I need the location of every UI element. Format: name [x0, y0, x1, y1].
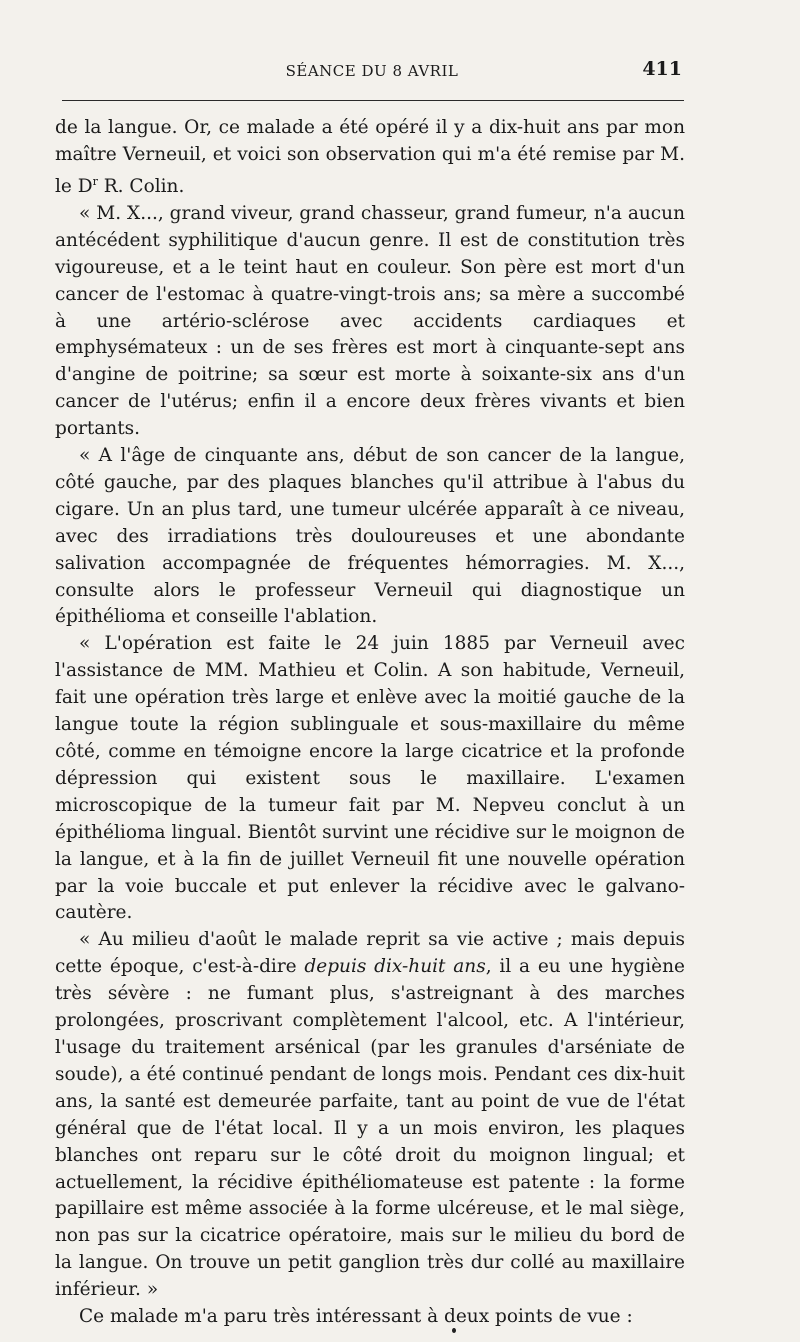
- emphasis-text: depuis dix-huit ans: [304, 956, 486, 978]
- paragraph-5: [55, 927, 685, 1304]
- paragraph-3: « A l'âge de cinquante ans, début de son cancer de la langue, côté gauche, par des plaques blanches qu'il attribue à l'abus du cigare. Un an plus tard, une tumeur ulcérée apparaît à ce niveau, avec des irradiations très douloureuses et une abondante salivation accompagnée de fréquentes hémorragies. M. X..., consulte alors le professeur Verneuil qui diagnostique un épithélioma et conseille l'ablation.: [55, 445, 685, 628]
- paragraph-1-tail: R. Colin.: [97, 175, 185, 197]
- paragraph-5-text: « Au milieu d'août le malade reprit sa vie active ; mais depuis cette époque, c'est-à-dire: [55, 929, 685, 978]
- paragraph-5-tail: , il a eu une hygiène très sévère : ne fumant plus, s'astreignant à des marches prolongées, proscrivant complètement l'alcool, etc. A l'intérieur, l'usage du traitement arsénical (par les granules d'arséniate de soude), a été continué pendant de longs mois. Pendant ces dix-huit ans, la santé est demeurée parfaite, tant au point de vue de l'état général que de l'état local. Il y a un mois environ, les plaques blanches ont reparu sur le côté droit du moignon lingual; et actuellement, la récidive épithéliomateuse est patente : la forme papillaire est même associée à la forme ulcéreuse, et le mal siège, non pas sur la cicatrice opératoire, mais sur le milieu du bord de la langue. On trouve un petit ganglion très dur collé au maxillaire inférieur. »: [55, 956, 685, 1301]
- running-title: SÉANCE DU 8 AVRIL: [285, 62, 459, 80]
- doctor-superscript: r: [92, 174, 98, 188]
- page-header: [62, 58, 682, 88]
- page-number: 411: [642, 58, 682, 80]
- header-rule: [62, 100, 684, 101]
- paragraph-6: Ce malade m'a paru très intéressant à deux points de vue :: [79, 1306, 633, 1328]
- paragraph-4: « L'opération est faite le 24 juin 1885 par Verneuil avec l'assistance de MM. Mathieu et Colin. A son habitude, Verneuil, fait une opération très large et enlève avec la moitié gauche de la langue toute la région sublinguale et sous-maxillaire du même côté, comme en témoigne encore la large cicatrice et la profonde dépression qui existent sous le maxillaire. L'examen microscopique de la tumeur fait par M. Nepveu conclut à un épithélioma lingual. Bientôt survint une récidive sur le moignon de la langue, et à la fin de juillet Verneuil fit une nouvelle opération par la voie buccale et put enlever la récidive avec le galvano-cautère.: [55, 633, 685, 924]
- paragraph-1-text: de la langue. Or, ce malade a été opéré il y a dix-huit ans par mon maître Verneuil, et voici son observation qui m'a été remise par M. le D: [55, 117, 685, 197]
- body-text: [55, 115, 685, 1331]
- paragraph-1: [55, 115, 685, 201]
- paragraph-2: « M. X..., grand viveur, grand chasseur, grand fumeur, n'a aucun antécédent syphilitique d'aucun genre. Il est de constitution très vigoureuse, et a le teint haut en couleur. Son père est mort d'un cancer de l'estomac à quatre-vingt-trois ans; sa mère a succombé à une artério-sclérose avec accidents cardiaques et emphysémateux : un de ses frères est mort à cinquante-sept ans d'angine de poitrine; sa sœur est morte à soixante-six ans d'un cancer de l'utérus; enfin il a encore deux frères vivants et bien portants.: [55, 202, 685, 440]
- ink-speck: [452, 1328, 456, 1333]
